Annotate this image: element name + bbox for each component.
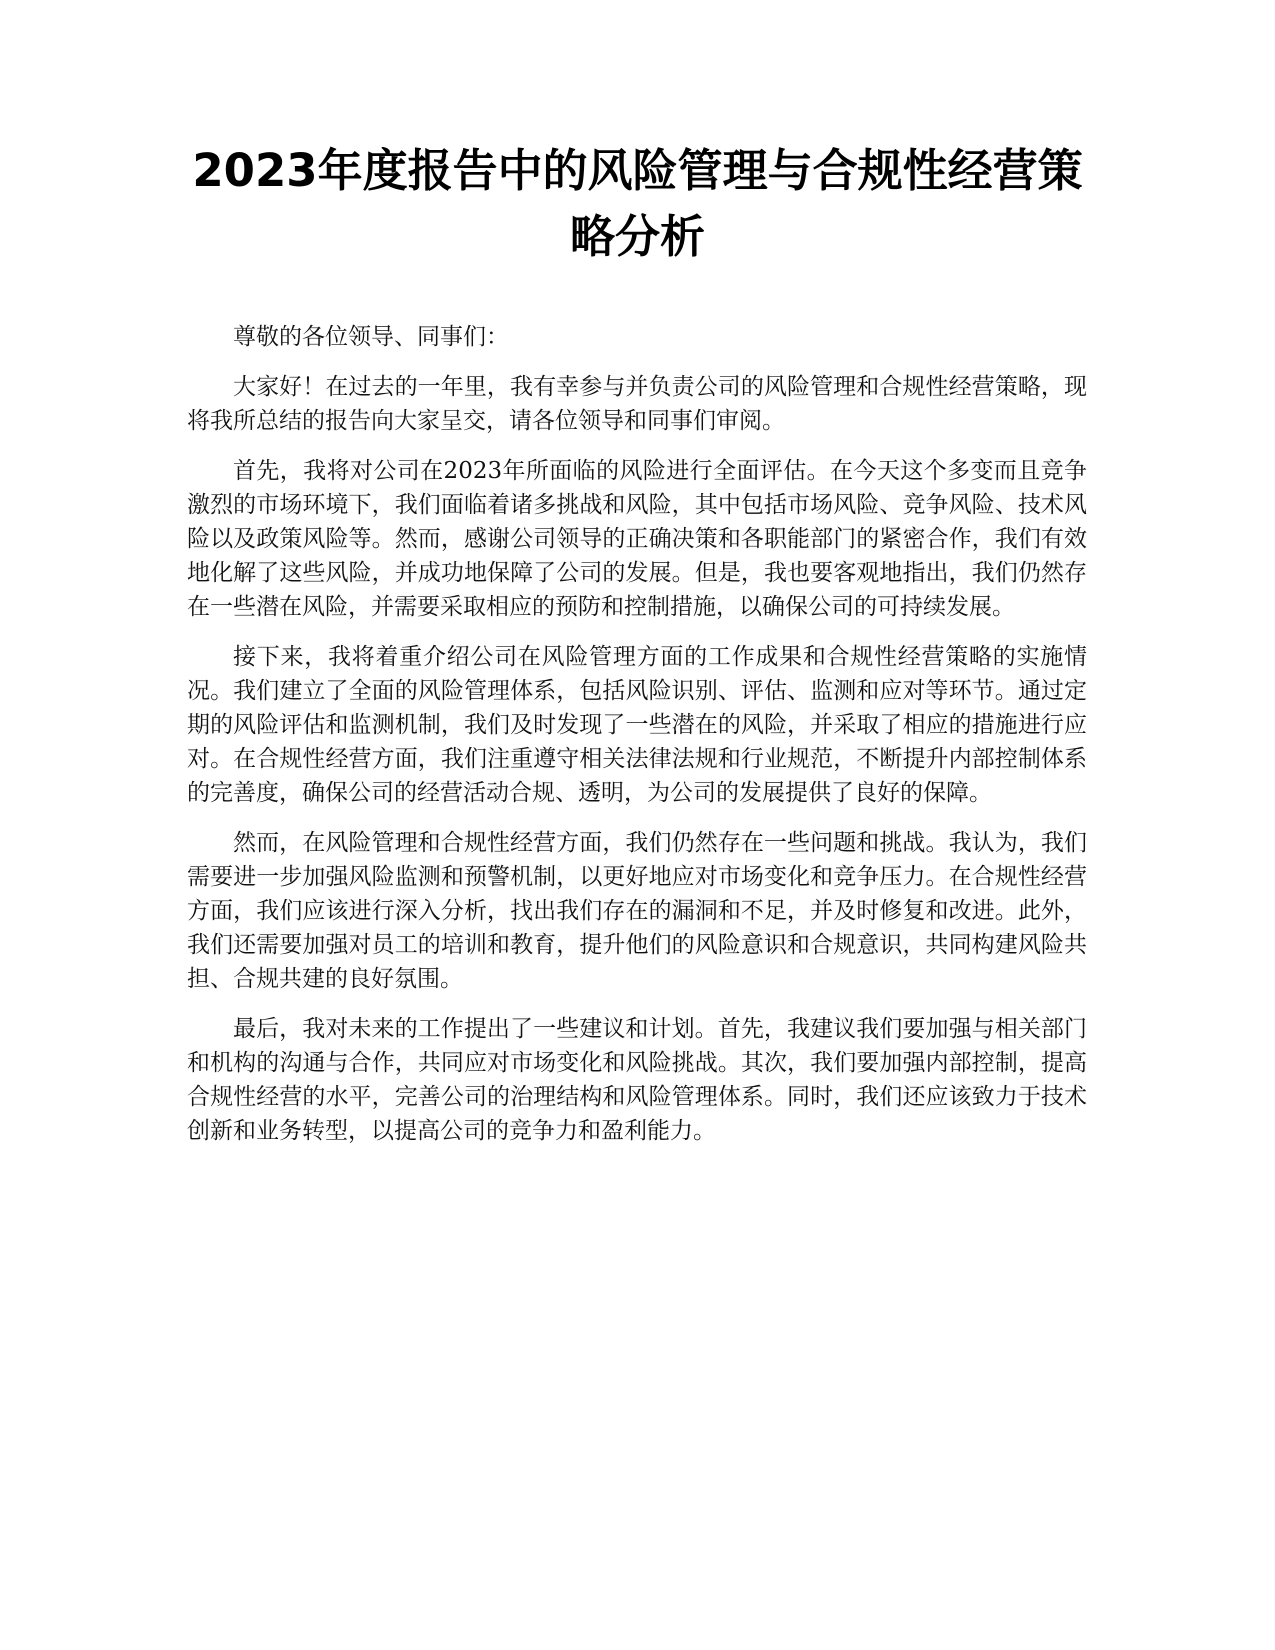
document-title: 2023年度报告中的风险管理与合规性经营策略分析 xyxy=(192,144,1083,263)
paragraph-risk-assessment: 首先，我将对公司在2023年所面临的风险进行全面评估。在今天这个多变而且竞争激烈的市场环境下，我们面临着诸多挑战和风险，其中包括市场风险、竞争风险、技术风险以及政策风险等。然而，感谢公司领导的正确决策和各职能部门的紧密合作，我们有效地化解了这些风险，并成功地保障了公司的发展。但是，我也要客观地指出，我们仍然存在一些潜在风险，并需要采取相应的预防和控制措施，以确保公司的可持续发展。 xyxy=(187,458,1087,620)
document-body xyxy=(187,320,1087,1164)
paragraph-intro: 大家好！在过去的一年里，我有幸参与并负责公司的风险管理和合规性经营策略，现将我所总结的报告向大家呈交，请各位领导和同事们审阅。 xyxy=(187,374,1087,434)
paragraph-plans: 最后，我对未来的工作提出了一些建议和计划。首先，我建议我们要加强与相关部门和机构的沟通与合作，共同应对市场变化和风险挑战。其次，我们要加强内部控制，提高合规性经营的水平，完善公司的治理结构和风险管理体系。同时，我们还应该致力于技术创新和业务转型，以提高公司的竞争力和盈利能力。 xyxy=(187,1016,1087,1144)
paragraph-challenges: 然而，在风险管理和合规性经营方面，我们仍然存在一些问题和挑战。我认为，我们需要进一步加强风险监测和预警机制，以更好地应对市场变化和竞争压力。在合规性经营方面，我们应该进行深入分析，找出我们存在的漏洞和不足，并及时修复和改进。此外，我们还需要加强对员工的培训和教育，提升他们的风险意识和合规意识，共同构建风险共担、合规共建的良好氛围。 xyxy=(187,830,1087,992)
paragraph-achievements: 接下来，我将着重介绍公司在风险管理方面的工作成果和合规性经营策略的实施情况。我们建立了全面的风险管理体系，包括风险识别、评估、监测和应对等环节。通过定期的风险评估和监测机制，我们及时发现了一些潜在的风险，并采取了相应的措施进行应对。在合规性经营方面，我们注重遵守相关法律法规和行业规范，不断提升内部控制体系的完善度，确保公司的经营活动合规、透明，为公司的发展提供了良好的保障。 xyxy=(187,644,1087,806)
paragraph-greeting: 尊敬的各位领导、同事们： xyxy=(233,324,509,350)
